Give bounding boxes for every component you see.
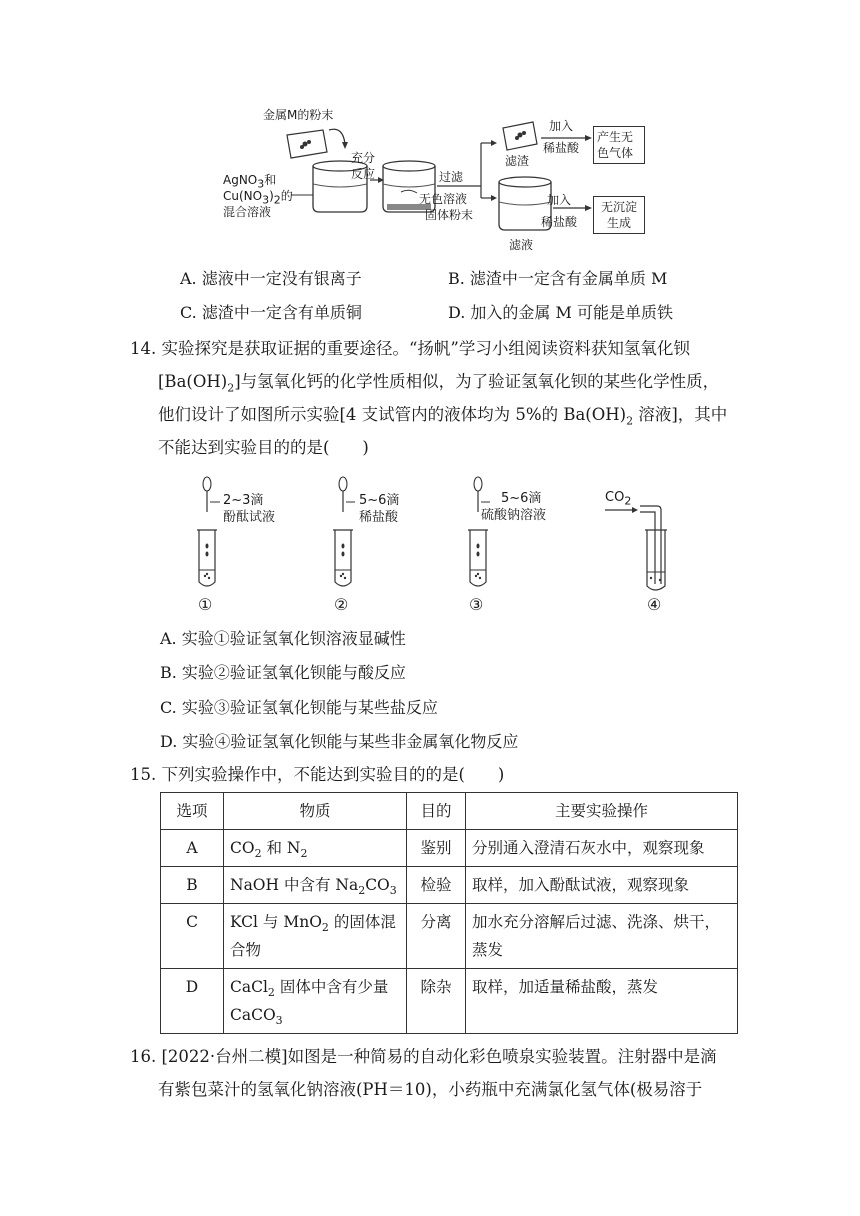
result2-l1: 无沉淀 — [600, 200, 637, 214]
row-purpose: 检验 — [407, 867, 466, 904]
header-substance: 物质 — [224, 793, 407, 830]
t1-l1: 2~3滴 — [223, 493, 264, 508]
co2-arrow-icon — [605, 507, 638, 513]
row-substance — [224, 830, 407, 867]
q14-line1: 14. 实验探究是获取证据的重要途径。“扬帆”学习小组阅读资料获知氢氧化钡 — [130, 339, 690, 358]
table-row — [161, 867, 738, 904]
row-purpose: 鉴别 — [407, 830, 466, 867]
react-l2: 反应 — [351, 167, 376, 181]
q14-l3sub: 2 — [626, 414, 634, 428]
react-label — [351, 150, 375, 182]
tube-number-3: ③ — [469, 595, 484, 614]
row-option: B — [161, 867, 224, 904]
row-operation: 加水充分溶解后过滤、洗涤、烘干，蒸发 — [466, 904, 738, 969]
t2-l1: 5~6滴 — [359, 493, 400, 508]
q14-line4: 不能达到实验目的的是( ) — [158, 438, 369, 457]
add1-l2: 稀盐酸 — [543, 141, 580, 155]
row-option: D — [161, 969, 224, 1034]
q13-diagram — [215, 100, 655, 260]
sub-b: CO — [365, 876, 390, 894]
q14-l2b: ]与氢氧化钙的化学性质相似，为了验证氢氧化钡的某些化学性质， — [234, 372, 720, 391]
row-operation: 取样，加入酚酞试液，观察现象 — [466, 867, 738, 904]
mix-l1sub: 3 — [257, 177, 265, 191]
mix-l2a: Cu(NO — [223, 189, 263, 203]
q14-option-d: D. 实验④验证氢氧化钡能与某些非金属氧化物反应 — [160, 732, 519, 751]
mix-l3: 混合溶液 — [223, 205, 272, 219]
result-box-2 — [593, 196, 645, 234]
t3-l1: 5~6滴 — [501, 491, 542, 506]
test-tube-1-icon — [197, 530, 217, 586]
q13-option-c: C. 滤渣中一定含有单质铜 — [180, 303, 362, 322]
q15-stem: 15. 下列实验操作中，不能达到实验目的的是( ) — [130, 765, 505, 784]
row-purpose: 分离 — [407, 904, 466, 969]
sub-s1: 2 — [321, 921, 329, 935]
row-option: C — [161, 904, 224, 969]
dropper-1-icon — [203, 477, 220, 512]
q14-stem — [130, 332, 750, 464]
tube-number-4: ④ — [647, 595, 662, 614]
table-row — [161, 969, 738, 1034]
mix-l2sub2: 2 — [273, 193, 281, 207]
row-substance — [224, 867, 407, 904]
react-l1: 充分 — [351, 151, 376, 165]
tube1-label — [223, 492, 275, 526]
mix-l1a: AgNO — [223, 173, 258, 187]
test-tube-2-icon — [333, 530, 353, 586]
sub-s1: 2 — [267, 986, 275, 1000]
result-box-1 — [593, 126, 645, 164]
table-header-row — [161, 793, 738, 830]
q13-option-b: B. 滤渣中一定含有金属单质 M — [448, 269, 668, 288]
sub-s1: 2 — [358, 884, 366, 898]
add-acid-2-label — [541, 192, 577, 230]
add2-l1: 加入 — [547, 193, 572, 207]
row-operation: 分别通入澄清石灰水中，观察现象 — [466, 830, 738, 867]
dropper-2-icon — [339, 477, 355, 512]
tube2-label — [359, 492, 399, 526]
q16-line2: 有紫包菜汁的氢氧化钠溶液(PH＝10)，小药瓶中充满氯化氢气体(极易溶于 — [158, 1080, 703, 1099]
test-tube-3-icon — [468, 530, 488, 586]
q14-line3 — [130, 398, 750, 431]
sub-s2: 3 — [389, 884, 397, 898]
q14-line2 — [130, 365, 750, 398]
co2-label — [605, 490, 632, 508]
row-purpose: 除杂 — [407, 969, 466, 1034]
colorless-solution-label: 无色溶液 — [419, 192, 468, 206]
header-option: 选项 — [161, 793, 224, 830]
sub-a: KCl 与 MnO — [230, 913, 322, 931]
co2-a: CO — [605, 490, 625, 505]
powder-label: 金属M的粉末 — [263, 108, 334, 122]
sub-b: 和 N — [261, 839, 301, 857]
q16-stem — [130, 1040, 750, 1106]
result1-l2: 色气体 — [597, 146, 634, 160]
q13-option-a: A. 滤液中一定没有银离子 — [180, 269, 362, 288]
q13-option-d: D. 加入的金属 M 可能是单质铁 — [448, 303, 673, 322]
row-substance — [224, 969, 407, 1034]
mix-l2c: 的 — [280, 189, 293, 203]
solid-powder-label: 固体粉末 — [425, 208, 474, 222]
test-tube-4-icon — [640, 506, 667, 590]
sub-a: NaOH 中含有 Na — [230, 876, 359, 894]
result2-l2: 生成 — [606, 216, 631, 230]
row-option: A — [161, 830, 224, 867]
sub-s1: 2 — [254, 847, 262, 861]
row-operation: 取样，加适量稀盐酸，蒸发 — [466, 969, 738, 1034]
q15-table-wrap — [160, 792, 738, 1034]
q14-diagram — [185, 472, 685, 620]
q14-option-c: C. 实验③验证氢氧化钡能与某些盐反应 — [160, 698, 438, 717]
t2-l2: 稀盐酸 — [359, 510, 399, 525]
t3-l2: 硫酸钠溶液 — [481, 508, 547, 523]
q14-l2a: [Ba(OH) — [158, 372, 228, 391]
mix-l2b: ) — [269, 189, 274, 203]
co2-sub: 2 — [624, 494, 632, 508]
q14-l3a: 他们设计了如图所示实验[4 支试管内的液体均为 5%的 Ba(OH) — [158, 405, 627, 424]
tube-number-2: ② — [334, 595, 349, 614]
pour-arrow-icon — [329, 129, 345, 144]
sub-a: CaCl — [230, 978, 268, 996]
sub-b: 固体中含有少量 CaCO — [230, 978, 389, 1024]
table-row — [161, 830, 738, 867]
add-acid-1-label — [543, 118, 579, 156]
sub-s2: 3 — [275, 1014, 283, 1028]
header-operation: 主要实验操作 — [466, 793, 738, 830]
sub-s2: 2 — [300, 847, 308, 861]
t1-l2: 酚酞试液 — [223, 510, 276, 525]
sub-b: 的固体混合物 — [230, 913, 396, 959]
filtrate-label: 滤液 — [509, 238, 534, 252]
q14-l2sub: 2 — [227, 381, 235, 395]
tube3-label — [481, 490, 546, 524]
q14-option-b: B. 实验②验证氢氧化钡能与酸反应 — [160, 663, 406, 682]
q14-option-a: A. 实验①验证氢氧化钡溶液显碱性 — [160, 629, 406, 648]
tube-number-1: ① — [198, 595, 213, 614]
row-substance — [224, 904, 407, 969]
add1-l1: 加入 — [549, 119, 574, 133]
mix-l1b: 和 — [264, 173, 277, 187]
result1-l1: 产生无 — [597, 130, 634, 144]
filter-label: 过滤 — [439, 170, 464, 184]
mix-l2sub1: 3 — [262, 193, 270, 207]
header-purpose: 目的 — [407, 793, 466, 830]
mixture-label — [223, 172, 293, 220]
add2-l2: 稀盐酸 — [541, 215, 578, 229]
q16-line1: 16. [2022·台州二模]如图是一种简易的自动化彩色喷泉实验装置。注射器中是滴 — [130, 1047, 717, 1066]
table-row — [161, 904, 738, 969]
q14-l3b: 溶液]，其中 — [633, 405, 728, 424]
q15-table — [160, 792, 738, 1034]
residue-label: 滤渣 — [505, 154, 530, 168]
sub-a: CO — [230, 839, 255, 857]
